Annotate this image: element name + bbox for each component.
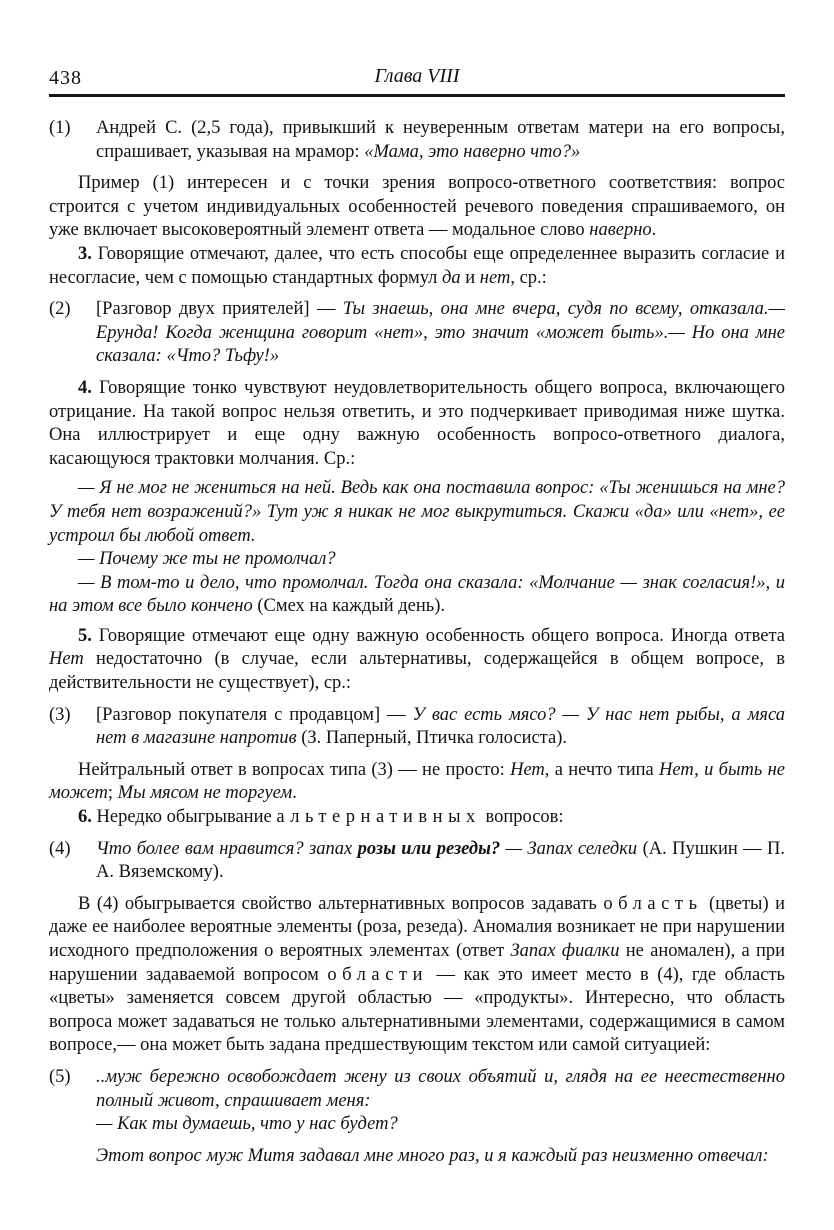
text-run: , ср.: bbox=[510, 267, 547, 288]
body-paragraph bbox=[49, 759, 785, 806]
body-paragraph bbox=[49, 806, 785, 830]
text-run: области bbox=[327, 964, 429, 985]
text-run: 4. bbox=[78, 377, 92, 398]
text-run: , а нечто типа bbox=[544, 759, 660, 780]
example-marker: (4) bbox=[49, 838, 71, 859]
text-run: «Мама, это наверно что?» bbox=[364, 141, 581, 162]
text-run: Говорящие тонко чувствуют неудовлетворительность общего вопроса, включающего отрицание. На такой вопрос нельзя ответить, и это подчеркивает приводимая ниже шутка. Она иллюстрирует и еще одну важную особенность вопросо-ответного диалога, касающуюся трактовки молчания. Ср.: bbox=[49, 377, 785, 469]
text-run: (Смех на каждый день). bbox=[257, 596, 445, 617]
text-run: Говорящие отмечают еще одну важную особенность общего вопроса. Иногда ответа bbox=[91, 625, 785, 646]
text-run: альтернативных bbox=[276, 807, 481, 828]
text-run: [Разговор двух приятелей] — bbox=[96, 299, 343, 320]
text-run: розы или резеды? bbox=[357, 838, 501, 859]
text-run: Нет bbox=[49, 649, 84, 670]
text-run: Этот вопрос муж Митя задавал мне много раз, и я каждый раз неизменно отвечал: bbox=[96, 1145, 769, 1166]
text-run: Нейтральный ответ в вопросах типа (3) — не просто: bbox=[78, 759, 511, 780]
text-run: В (4) обыгрывается свойство альтернативных вопросов задавать bbox=[78, 893, 604, 914]
example-paragraph bbox=[49, 1066, 785, 1113]
text-run: (З. Паперный, Птичка голосиста). bbox=[296, 728, 567, 749]
example-continuation bbox=[49, 1145, 785, 1169]
text-run: [Разговор покупателя с продавцом] — bbox=[96, 704, 413, 725]
text-run: — Как ты думаешь, что у нас будет? bbox=[96, 1114, 398, 1135]
page-number: 438 bbox=[49, 67, 82, 89]
text-run: вопросов: bbox=[480, 807, 564, 828]
example-marker: (3) bbox=[49, 704, 71, 725]
text-run: — как это имеет место в (4), где область «цветы» заменяется совсем другой областью — «продукты». Интересно, что область вопроса может задаваться не только альтернативными элементами, содержащимися в самом вопросе,— она может быть задана предшествующим текстом или самой ситуацией: bbox=[49, 964, 785, 1056]
text-run: (цветы) и даже ее наиболее вероятные элементы (роза, резеда). Аномалия возникает не при нарушении исходного предположения о вероятных элементах (ответ bbox=[49, 893, 785, 961]
text-run: 3. bbox=[78, 243, 92, 264]
text-run: наверно bbox=[589, 220, 652, 241]
body-paragraph bbox=[49, 893, 785, 1058]
example-paragraph bbox=[49, 704, 785, 751]
text-run: Что более вам нравится? запах bbox=[96, 838, 358, 859]
body-paragraph bbox=[49, 625, 785, 696]
text-run: Андрей С. (2,5 года), привыкший к неуверенным ответам матери на его вопросы, спрашивает, указывая на мрамор: bbox=[96, 118, 785, 162]
text-run: Пример (1) интересен и с точки зрения вопросо-ответного соответствия: вопрос строится с учетом индивидуальных особенностей речевого поведения спрашиваемого, он уже включает высоковероятный элемент ответа — модальное слово bbox=[49, 173, 785, 241]
text-run: и bbox=[460, 267, 480, 288]
text-run: Говорящие отмечают, далее, что есть способы еще определеннее выразить согласие и несогласие, чем с помощью стандартных формул bbox=[49, 243, 785, 288]
quote-paragraph bbox=[49, 477, 785, 548]
quote-paragraph bbox=[49, 572, 785, 619]
example-paragraph bbox=[49, 117, 785, 164]
text-run: область bbox=[603, 893, 703, 914]
quote-paragraph bbox=[49, 548, 785, 572]
text-run: нет bbox=[479, 267, 511, 288]
text-run: . bbox=[292, 783, 297, 804]
example-marker: (2) bbox=[49, 299, 71, 320]
text-run: ..муж бережно освобождает жену из своих объятий и, глядя на ее неестественно полный живот, спрашивает меня: bbox=[96, 1066, 785, 1111]
example-marker: (1) bbox=[49, 118, 71, 138]
text-run: Нет bbox=[510, 759, 545, 780]
content bbox=[49, 117, 785, 1168]
text-run: — Запах селедки bbox=[500, 838, 638, 859]
text-run: — Почему же ты не промолчал? bbox=[78, 549, 336, 570]
text-run: — В том-то и дело, что промолчал. Тогда она сказала: «Молчание — знак согласия!», и на этом все было кончено bbox=[49, 572, 785, 617]
example-marker: (5) bbox=[49, 1066, 71, 1087]
text-run: (А. Пушкин — П. А. Вяземскому). bbox=[96, 838, 785, 883]
body-paragraph bbox=[49, 243, 785, 290]
text-run: — Я не мог не жениться на ней. Ведь как она поставила вопрос: «Ты женишься на мне? У тебя нет возражений?» Тут уж я никак не мог выкрутиться. Скажи «да» или «нет», ее устроил бы любой ответ. bbox=[49, 478, 785, 546]
example-continuation bbox=[49, 1113, 785, 1137]
text-run: Запах фиалки bbox=[510, 941, 620, 961]
example-paragraph bbox=[49, 838, 785, 885]
example-paragraph bbox=[49, 298, 785, 369]
text-run: У вас есть мясо? — У нас нет рыбы, а мяса нет в магазине напротив bbox=[96, 704, 785, 749]
text-run: Нередко обыгрывание bbox=[91, 807, 277, 828]
text-run: не аномален), а при нарушении задаваемой вопросом bbox=[49, 941, 786, 985]
text-run: Нет, и быть не может bbox=[49, 759, 785, 804]
running-head bbox=[49, 64, 785, 90]
text-run: недостаточно (в случае, если альтернативы, содержащейся в общем вопросе, в действительности не существует), ср.: bbox=[49, 649, 785, 694]
body-paragraph bbox=[49, 377, 785, 471]
text-run: ; bbox=[107, 783, 118, 804]
text-run: Ты знаешь, она мне вчера, судя по всему, отказала.— Ерунда! Когда женщина говорит «нет», это значит «может быть».— Но она мне сказала: «Что? Тьфу!» bbox=[96, 299, 785, 367]
text-run: . bbox=[651, 220, 657, 241]
text-run: Мы мясом не торгуем bbox=[117, 783, 293, 804]
header-rule bbox=[49, 94, 785, 97]
chapter-title: Глава VIII bbox=[374, 65, 460, 87]
text-run: 5. bbox=[78, 625, 92, 646]
text-run: 6. bbox=[78, 807, 92, 828]
text-run: да bbox=[442, 267, 461, 288]
body-paragraph bbox=[49, 172, 785, 243]
